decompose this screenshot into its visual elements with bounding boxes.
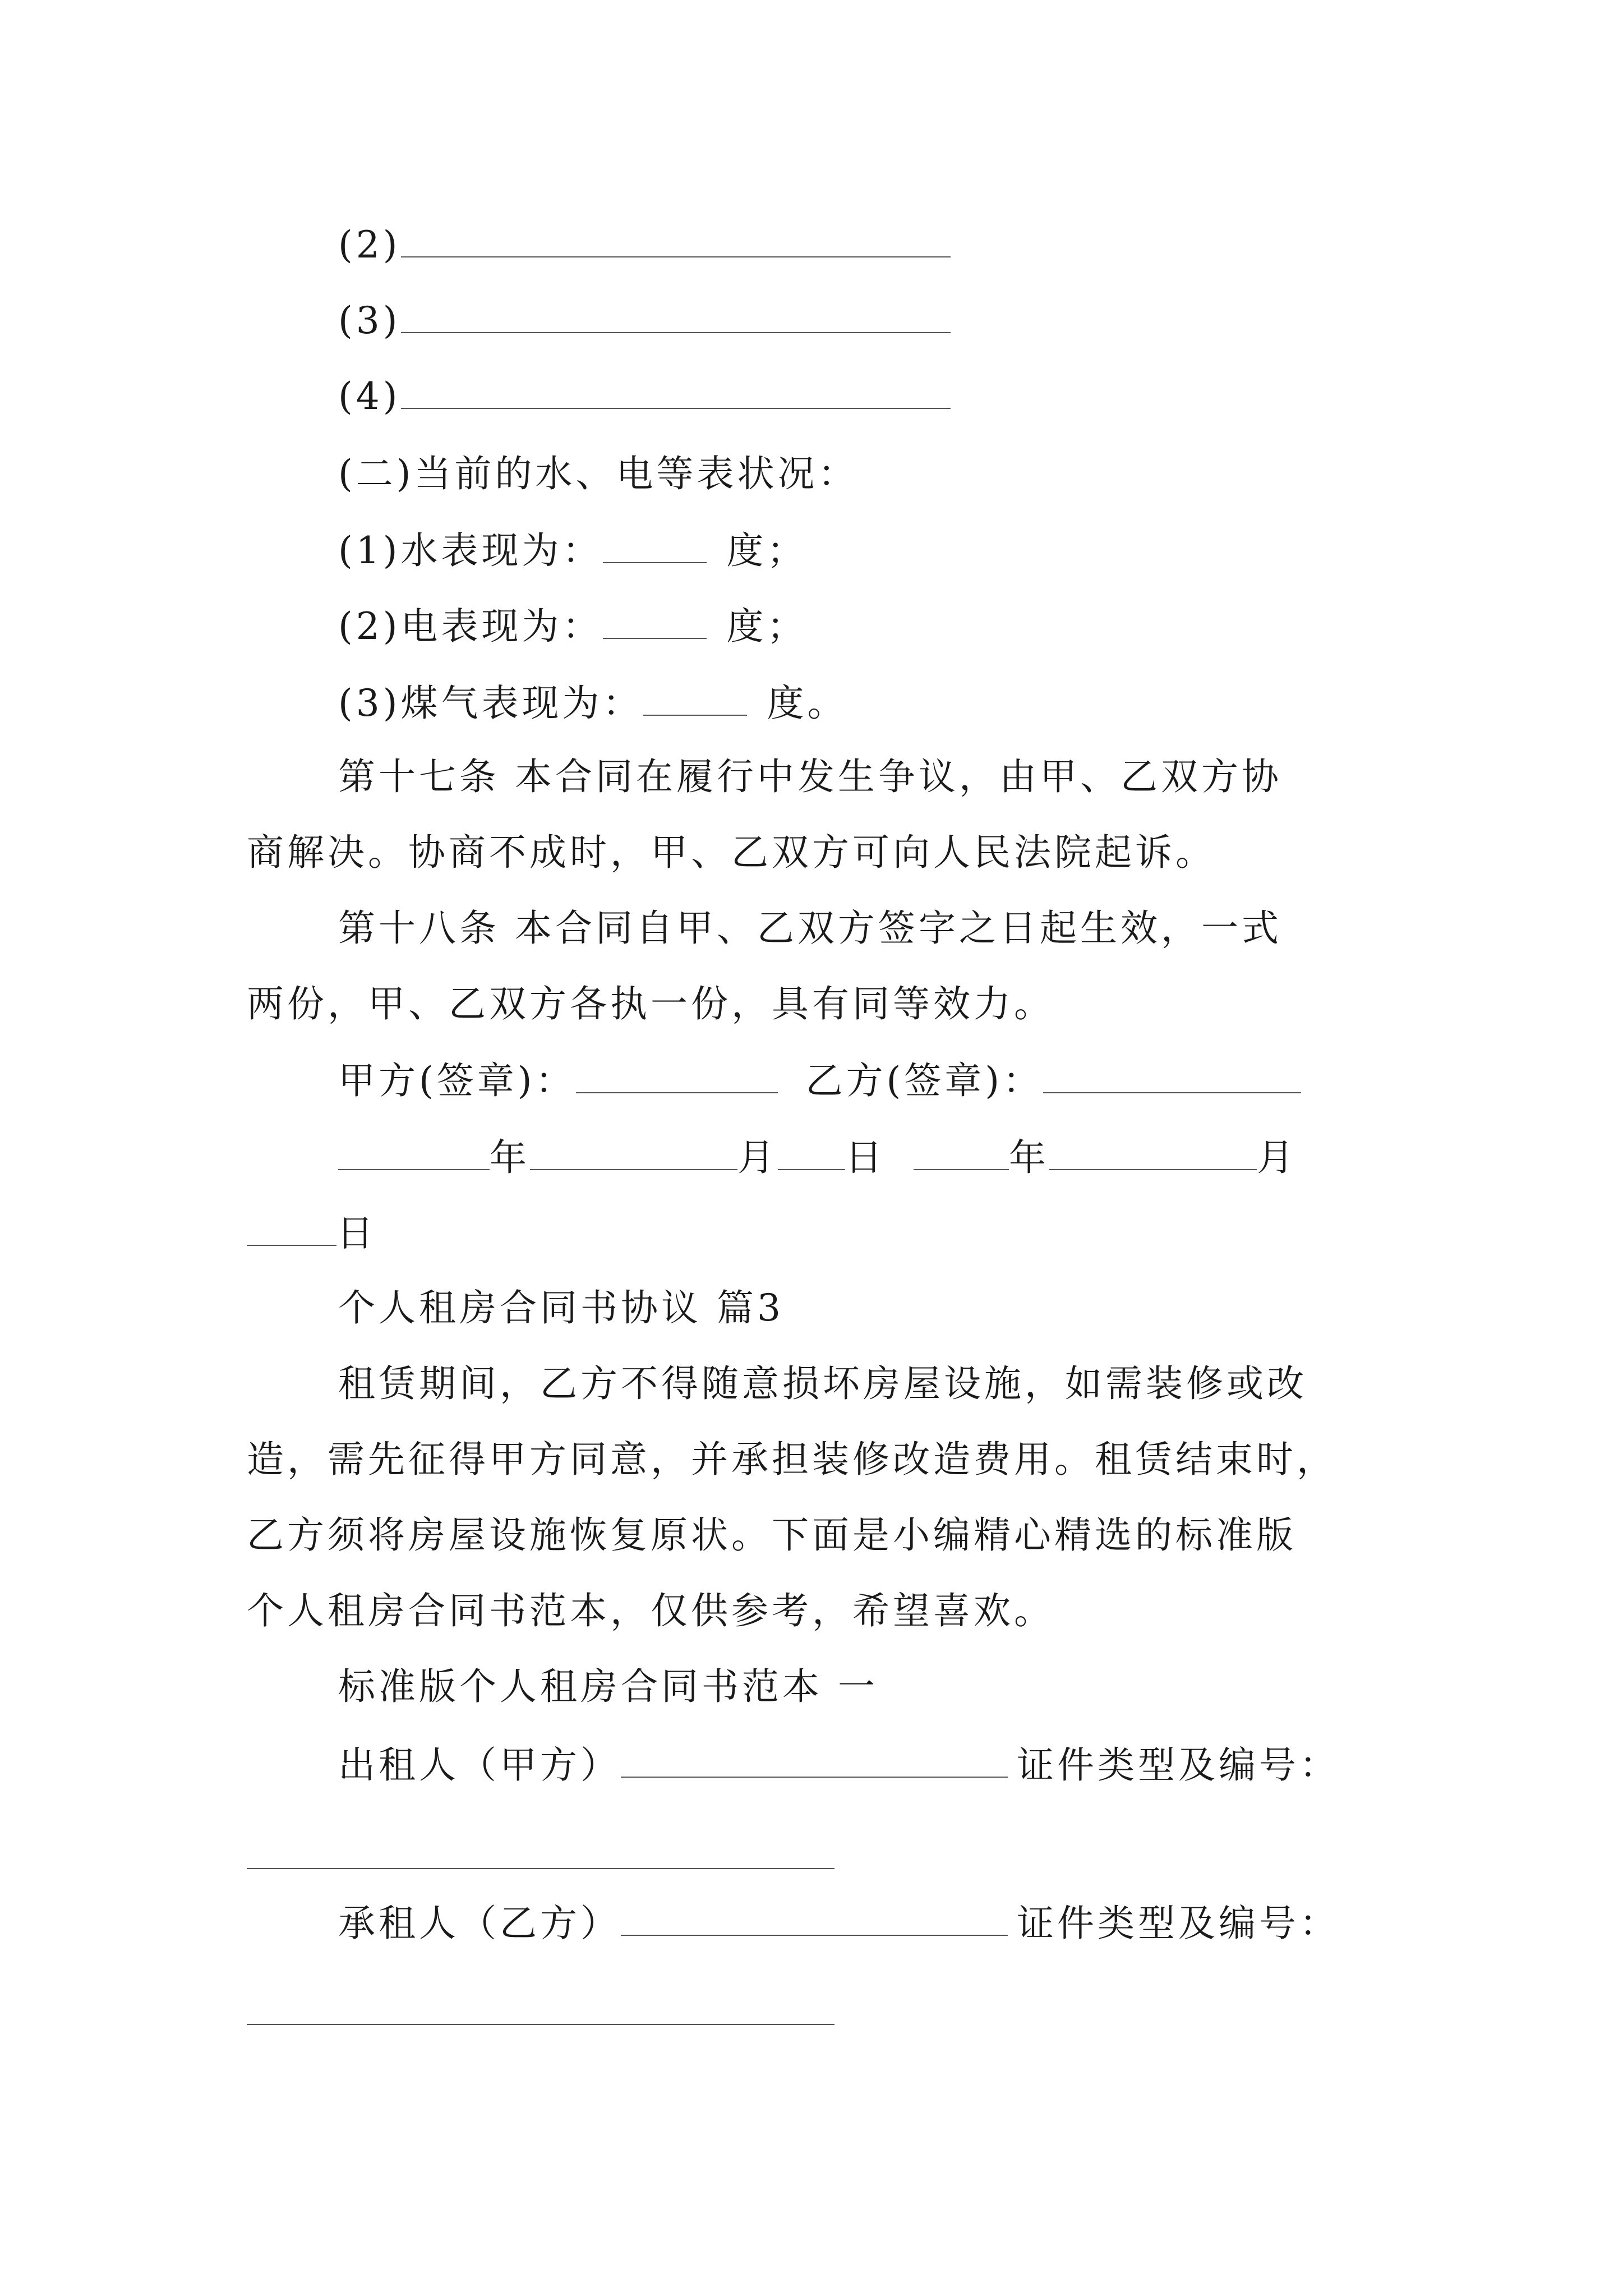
list-item [338, 373, 951, 419]
lessee-line [338, 1900, 1340, 1946]
item-number: (4) [338, 375, 401, 418]
day-label: 日 [336, 1212, 377, 1255]
water-meter-unit: 度； [726, 529, 808, 572]
section-title: 个人租房合同书协议 篇3 [338, 1286, 784, 1329]
month-label: 月 [737, 1136, 778, 1179]
lessee-name-blank [621, 1900, 1008, 1936]
year-blank [914, 1134, 1009, 1170]
blank-line [401, 297, 951, 333]
blank-line [401, 222, 951, 257]
article-18-line-1: 第十八条 本合同自甲、乙双方签字之日起生效，一式 [338, 907, 1282, 950]
lessee-id-blank [247, 2024, 834, 2025]
party-a-label: 甲方(签章)： [338, 1059, 576, 1102]
electric-meter-unit: 度； [726, 605, 808, 648]
gas-meter-line [338, 680, 848, 726]
party-a-blank [576, 1057, 778, 1093]
blank-line [603, 527, 707, 563]
electric-meter-line [338, 603, 808, 649]
lessor-line [338, 1742, 1340, 1788]
lessor-name-blank [621, 1742, 1008, 1778]
year-blank [338, 1134, 490, 1170]
day-blank [247, 1210, 336, 1246]
list-item [338, 297, 951, 343]
month-label: 月 [1257, 1136, 1297, 1179]
date-line [338, 1134, 1297, 1180]
lessor-id-blank [247, 1868, 834, 1869]
date-line-continued [247, 1210, 377, 1256]
gas-meter-label: (3)煤气表现为： [338, 682, 643, 725]
meters-heading: (二)当前的水、电等表状况： [338, 452, 859, 495]
month-blank [1049, 1134, 1257, 1170]
blank-line [643, 680, 747, 716]
paragraph-line: 造，需先征得甲方同意，并承担装修改造费用。租赁结束时， [247, 1438, 1337, 1481]
paragraph-line: 租赁期间，乙方不得随意损坏房屋设施，如需装修或改 [338, 1362, 1307, 1405]
item-number: (3) [338, 299, 401, 342]
id-label: 证件类型及编号： [1017, 1743, 1340, 1787]
water-meter-label: (1)水表现为： [338, 529, 603, 572]
water-meter-line [338, 527, 808, 573]
electric-meter-label: (2)电表现为： [338, 605, 603, 648]
lessee-label: 承租人（乙方） [338, 1902, 621, 1945]
sample-title: 标准版个人租房合同书范本 一 [338, 1665, 878, 1708]
lessor-label: 出租人（甲方） [338, 1743, 621, 1787]
signature-line [338, 1057, 1301, 1103]
day-label: 日 [845, 1136, 886, 1179]
blank-line [603, 603, 707, 639]
paragraph-line: 乙方须将房屋设施恢复原状。下面是小编精心精选的标准版 [247, 1513, 1297, 1557]
party-b-label: 乙方(签章)： [805, 1059, 1043, 1102]
paragraph-line: 个人租房合同书范本，仅供参考，希望喜欢。 [247, 1589, 1054, 1632]
blank-line [401, 373, 951, 409]
list-item [338, 222, 951, 268]
year-label: 年 [490, 1136, 530, 1179]
party-b-blank [1043, 1057, 1301, 1093]
article-18-line-2: 两份，甲、乙双方各执一份，具有同等效力。 [247, 982, 1054, 1025]
item-number: (2) [338, 223, 401, 266]
article-17-line-1: 第十七条 本合同在履行中发生争议，由甲、乙双方协 [338, 755, 1282, 798]
article-17-line-2: 商解决。协商不成时，甲、乙双方可向人民法院起诉。 [247, 831, 1216, 874]
month-blank [530, 1134, 737, 1170]
gas-meter-unit: 度。 [767, 682, 848, 725]
id-label: 证件类型及编号： [1017, 1902, 1340, 1945]
year-label: 年 [1009, 1136, 1049, 1179]
day-blank [778, 1134, 845, 1170]
